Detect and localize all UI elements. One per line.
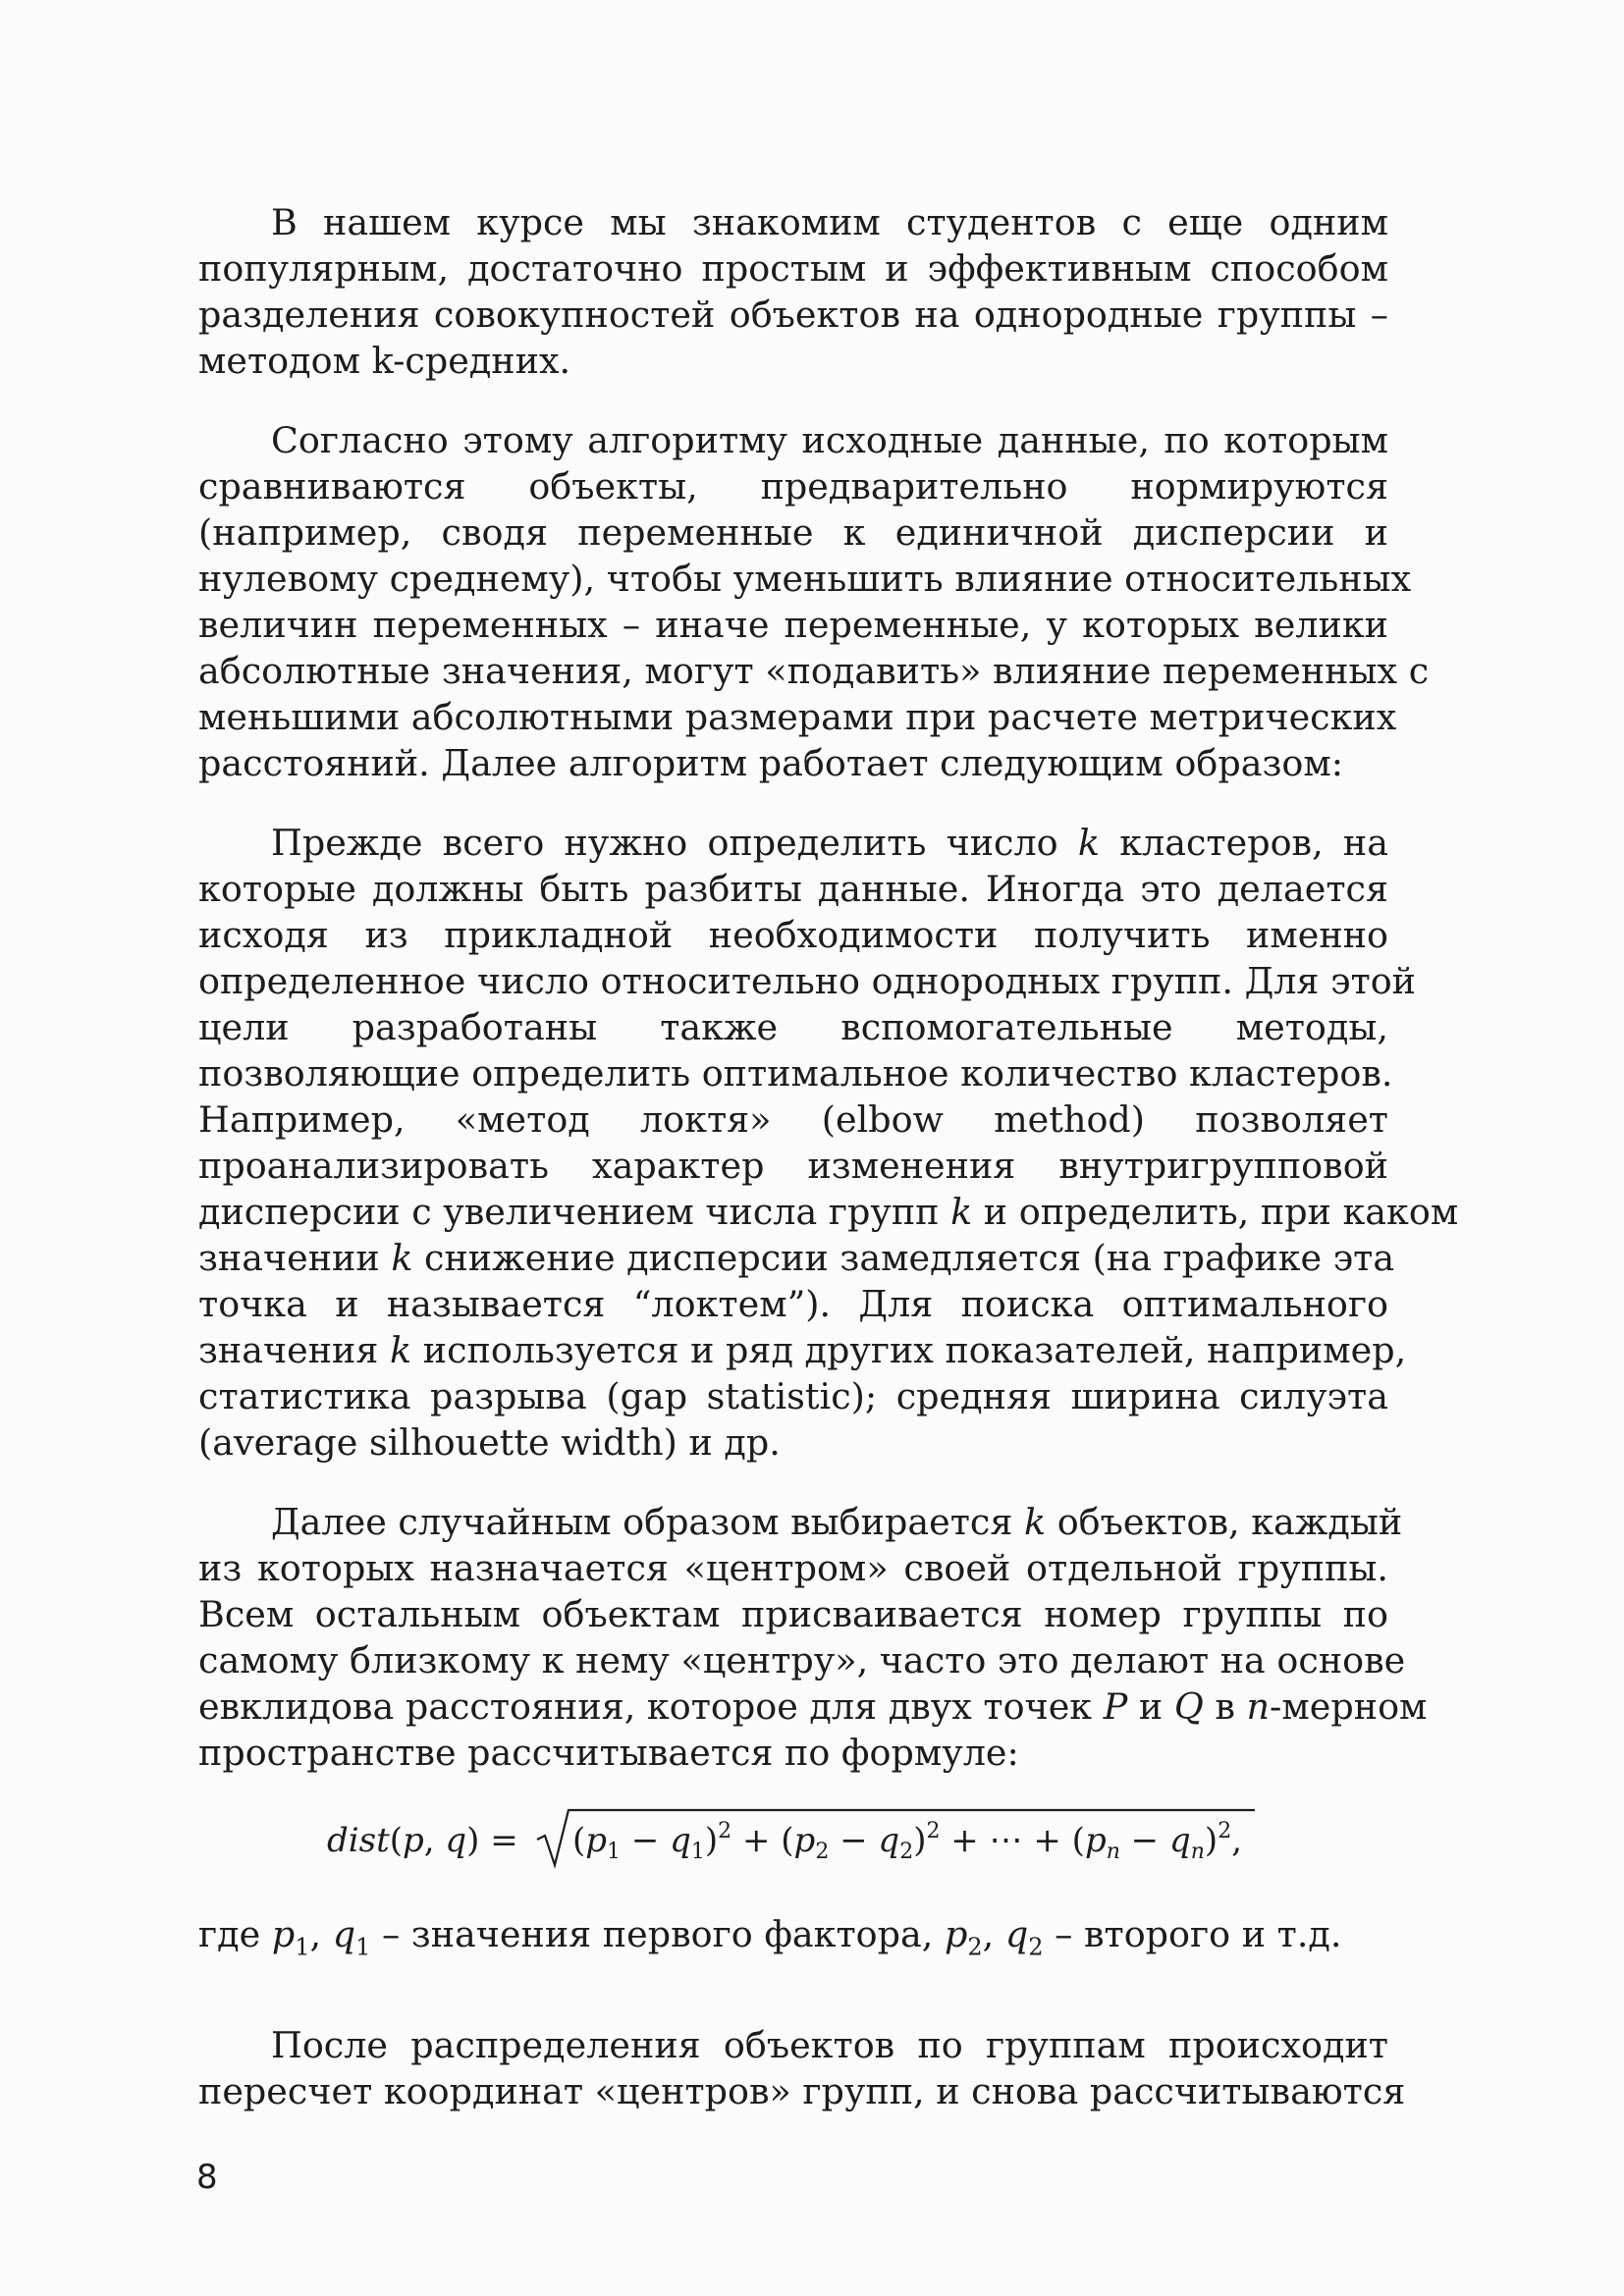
text-line: расстояний. Далее алгоритм работает следующим образом: <box>198 742 1344 784</box>
paragraph-where <box>198 1911 1388 1970</box>
paragraph-normalization <box>198 417 1430 786</box>
text-line: исходя из прикладной необходимости получить именно <box>198 914 1388 956</box>
text-line: позволяющие определить оптимальное количество кластеров. <box>198 1052 1393 1095</box>
paragraph-assign-centers <box>198 1499 1428 1776</box>
text-line: Далее случайным образом выбирается k объектов, каждый <box>271 1501 1403 1543</box>
formula-svg <box>327 1806 1270 1885</box>
text-line: точка и называется “локтем”). Для поиска оптимального <box>198 1283 1388 1325</box>
text-line: пространстве рассчитывается по формуле: <box>198 1732 1019 1774</box>
page-number: 8 <box>196 2158 218 2197</box>
text-line: (например, сводя переменные к единичной дисперсии и <box>198 511 1388 554</box>
paragraph-recalculate <box>198 2022 1406 2114</box>
text-line: статистика разрыва (gap statistic); средняя ширина силуэта <box>198 1375 1388 1417</box>
text-line: абсолютные значения, могут «подавить» влияние переменных с <box>198 650 1430 692</box>
where-line: где $p_1$, $q_1$ – значения первого фактора, $p_2$, $q_2$ – второго и т.д. <box>198 1913 1342 1961</box>
text-line: После распределения объектов по группам происходит <box>271 2024 1388 2066</box>
text-line: евклидова расстояния, которое для двух точек P и Q в n-мерном <box>198 1685 1428 1728</box>
text-line: дисперсии с увеличением числа групп k и определить, при каком <box>198 1191 1459 1233</box>
text-line: Прежде всего нужно определить число k кластеров, на <box>271 822 1388 864</box>
text-line: проанализировать характер изменения внутригрупповой <box>198 1145 1388 1187</box>
text-line: пересчет координат «центров» групп, и снова рассчитываются <box>198 2070 1406 2112</box>
text-line: цели разработаны также вспомогательные методы, <box>198 1006 1388 1048</box>
paragraph-choose-k <box>198 820 1459 1466</box>
text-line: сравниваются объекты, предварительно нормируются <box>198 465 1388 507</box>
text-line: значении k снижение дисперсии замедляется (на графике эта <box>198 1237 1395 1279</box>
paragraph-kmeans-intro <box>198 199 1388 384</box>
text-line: (average silhouette width) и др. <box>198 1421 781 1464</box>
text-line: величин переменных – иначе переменные, у которых велики <box>198 604 1388 646</box>
text-line: Согласно этому алгоритму исходные данные, по которым <box>271 419 1388 461</box>
text-line: популярным, достаточно простым и эффективным способом <box>198 247 1388 290</box>
text-line: Всем остальным объектам присваивается номер группы по <box>198 1593 1388 1635</box>
text-line: нулевому среднему), чтобы уменьшить влияние относительных <box>198 558 1412 600</box>
text-line: определенное число относительно однородных групп. Для этой <box>198 960 1417 1002</box>
formula-lhs: dist(p, q) = <box>327 1821 518 1860</box>
text-line: меньшими абсолютными размерами при расчете метрических <box>198 696 1397 738</box>
text-line: В нашем курсе мы знакомим студентов с еще одним <box>271 201 1388 243</box>
text-line: методом k-средних. <box>198 340 571 382</box>
text-line: самому близкому к нему «центру», часто это делают на основе <box>198 1639 1406 1682</box>
text-line: из которых назначается «центром» своей отдельной группы. <box>198 1547 1388 1589</box>
text-line: разделения совокупностей объектов на однородные группы – <box>198 294 1388 336</box>
text-line: значения k используется и ряд других показателей, например, <box>198 1329 1407 1371</box>
euclidean-distance-formula <box>327 1806 1270 1885</box>
text-line: которые должны быть разбиты данные. Иногда это делается <box>198 868 1388 910</box>
text-line: Например, «метод локтя» (elbow method) позволяет <box>198 1098 1388 1141</box>
formula-radicand: $(p_1 - q_1)^2 + (p_2 - q_2)^2$ + ⋯ + $(p_n - q_n)^2$, <box>572 1819 1242 1864</box>
